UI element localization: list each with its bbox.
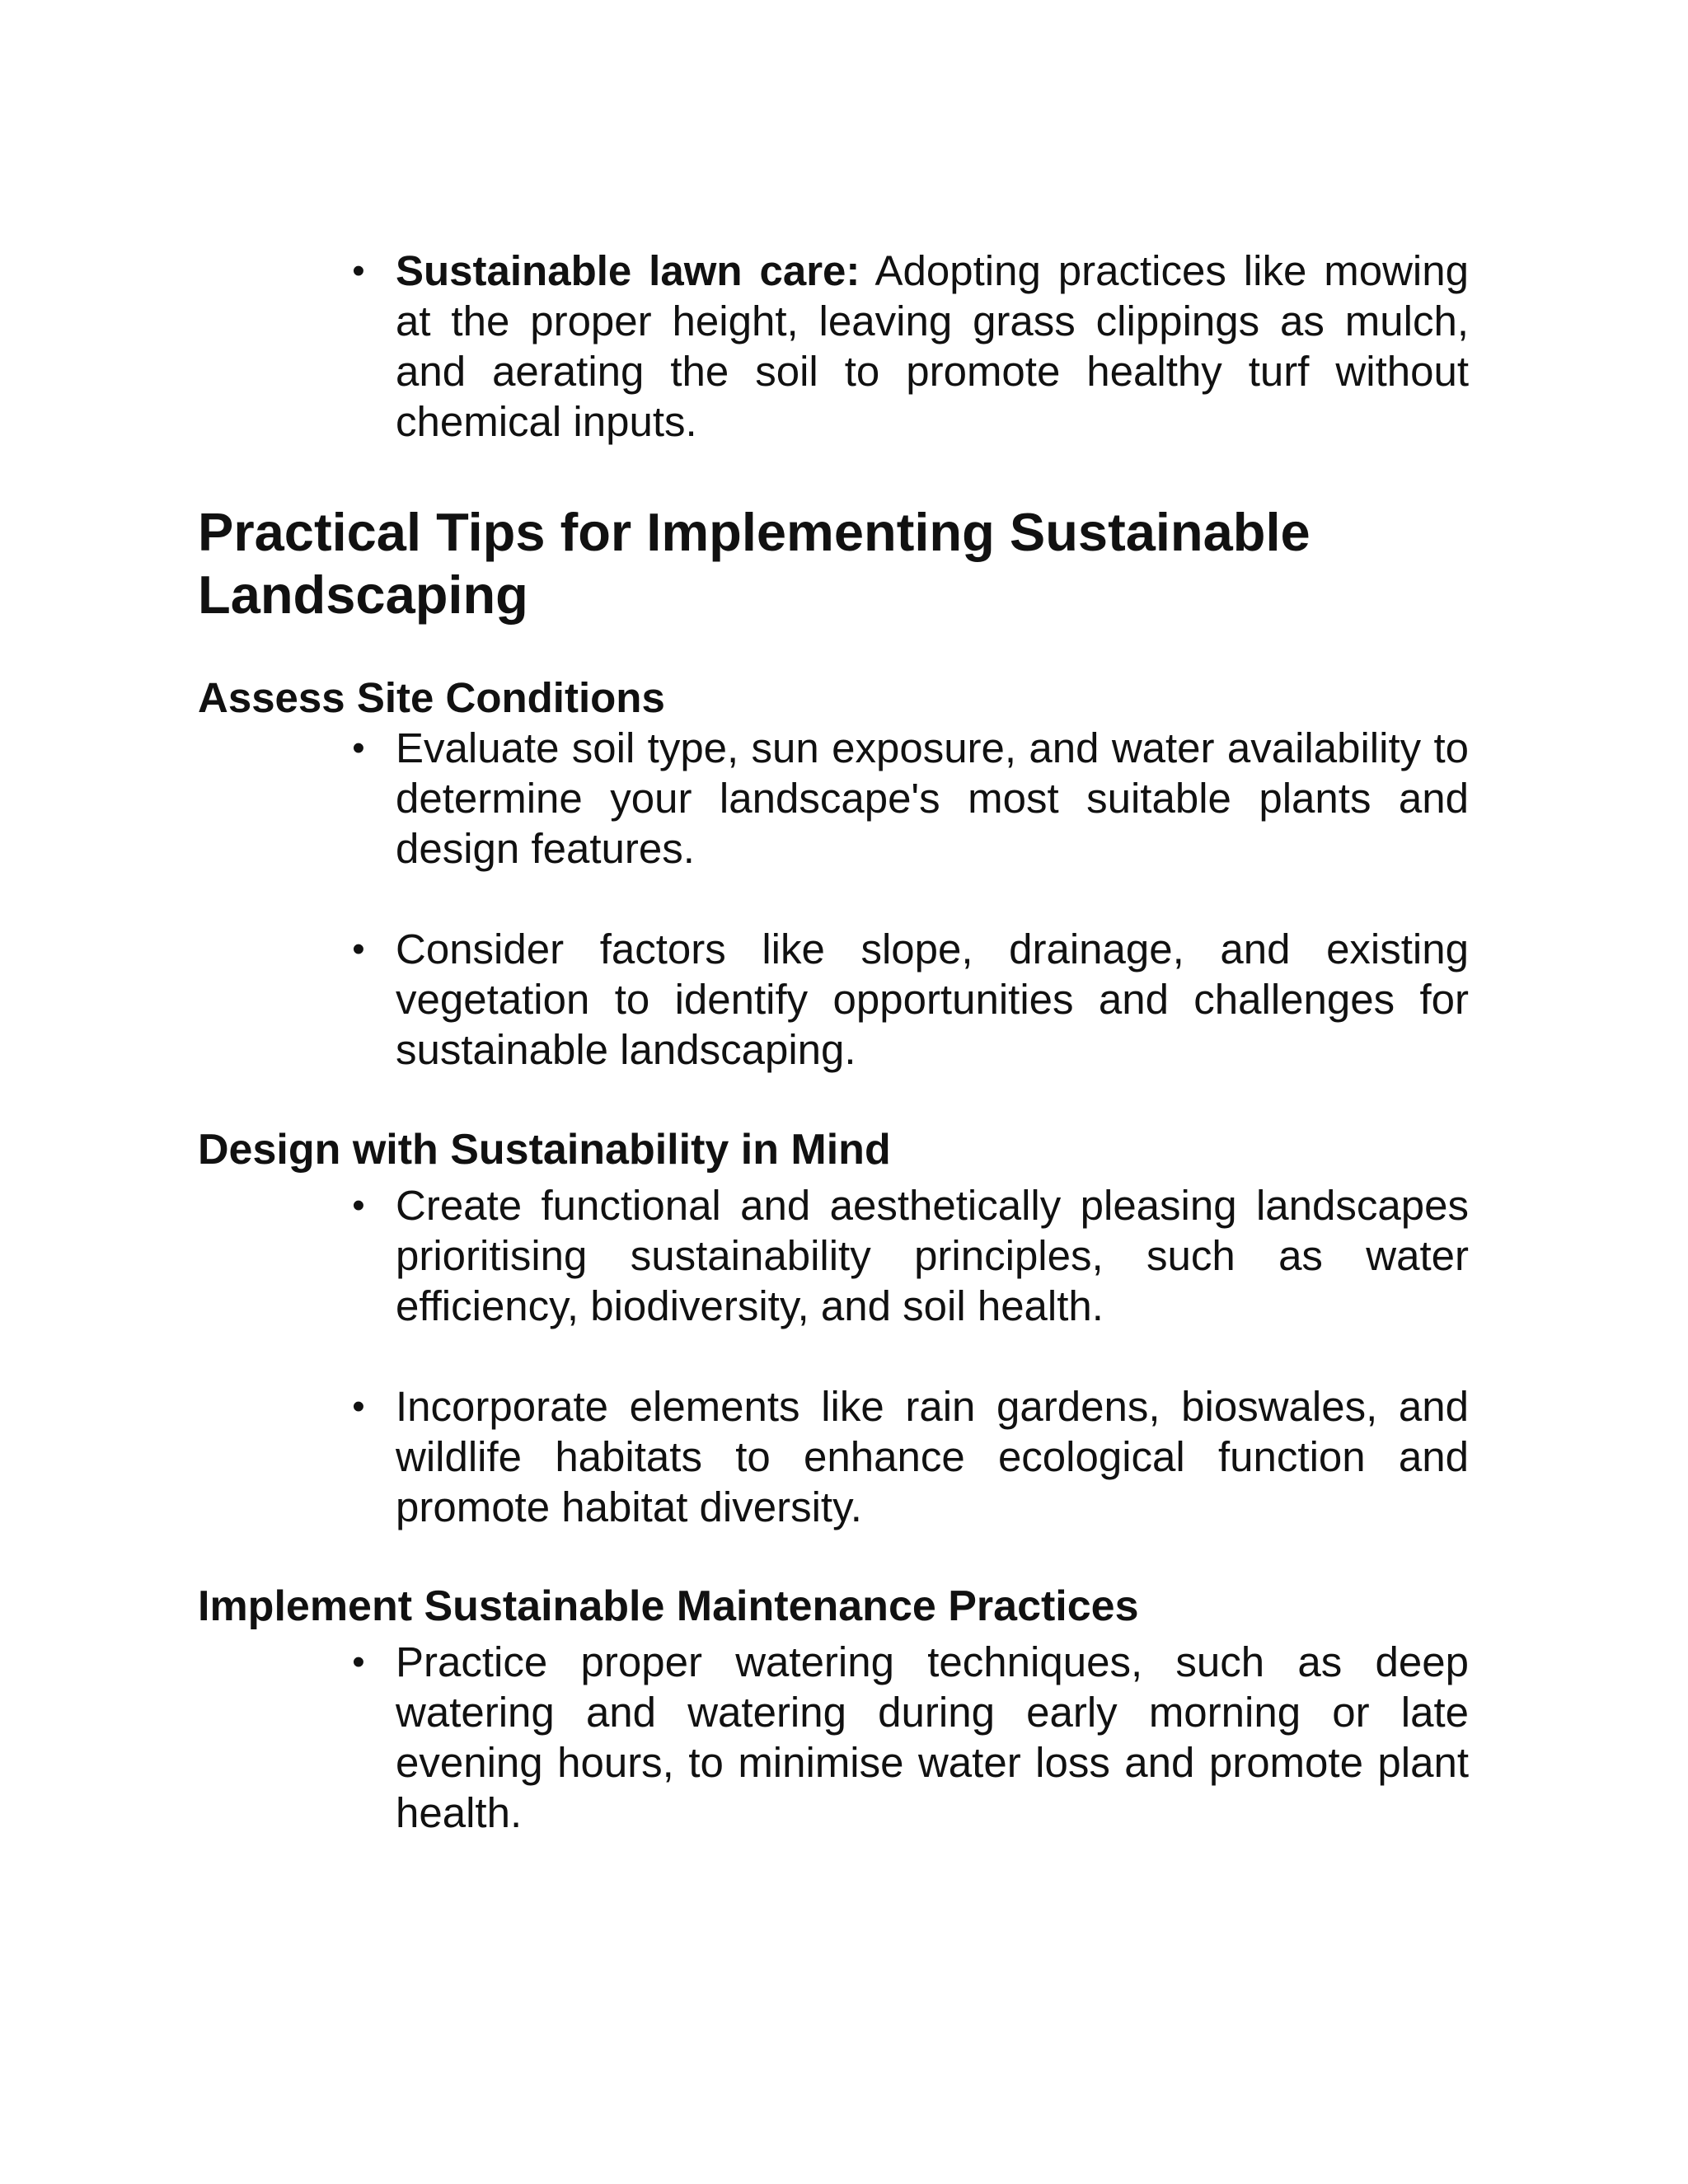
maintenance-list [346, 1637, 1469, 1838]
list-item-text: Create functional and aesthetically pleasing landscapes prioritising sustainability principles, such as water efficiency, biodiversity, and soil health. [396, 1182, 1469, 1329]
list-item-text: Practice proper watering techniques, such as deep watering and watering during early morning or late evening hours, to minimise water loss and promote plant health. [396, 1638, 1469, 1836]
list-item [346, 723, 1469, 874]
list-item [346, 246, 1469, 447]
subsection-heading-design: Design with Sustainability in Mind [198, 1126, 891, 1174]
bullet-icon: • [352, 1642, 365, 1682]
list-item-text: Evaluate soil type, sun exposure, and water availability to determine your landscape's most suitable plants and design features. [396, 724, 1469, 872]
bullet-icon: • [352, 1386, 365, 1427]
design-list [346, 1180, 1469, 1532]
section-heading: Practical Tips for Implementing Sustainable Landscaping [198, 502, 1311, 625]
list-item [346, 924, 1469, 1075]
list-item-text: Adopting practices like mowing at the proper height, leaving grass clippings as mulch, and aerating the soil to promote healthy turf without chemical inputs. [396, 247, 1469, 445]
list-item [346, 1637, 1469, 1838]
lawn-care-list [346, 246, 1469, 447]
bullet-icon: • [352, 1185, 365, 1226]
assess-list [346, 723, 1469, 1075]
list-item-text: Incorporate elements like rain gardens, bioswales, and wildlife habitats to enhance ecological function and promote habitat diversity. [396, 1383, 1469, 1530]
list-item-lead: Sustainable lawn care: [396, 247, 860, 294]
subsection-heading-assess: Assess Site Conditions [198, 674, 665, 721]
bullet-icon: • [352, 728, 365, 768]
subsection-heading-maintenance: Implement Sustainable Maintenance Practices [198, 1582, 1139, 1630]
bullet-icon: • [352, 251, 365, 291]
list-item [346, 1381, 1469, 1532]
list-item-text: Consider factors like slope, drainage, and existing vegetation to identify opportunities and challenges for sustainable landscaping. [396, 926, 1469, 1073]
bullet-icon: • [352, 929, 365, 969]
list-item [346, 1180, 1469, 1331]
